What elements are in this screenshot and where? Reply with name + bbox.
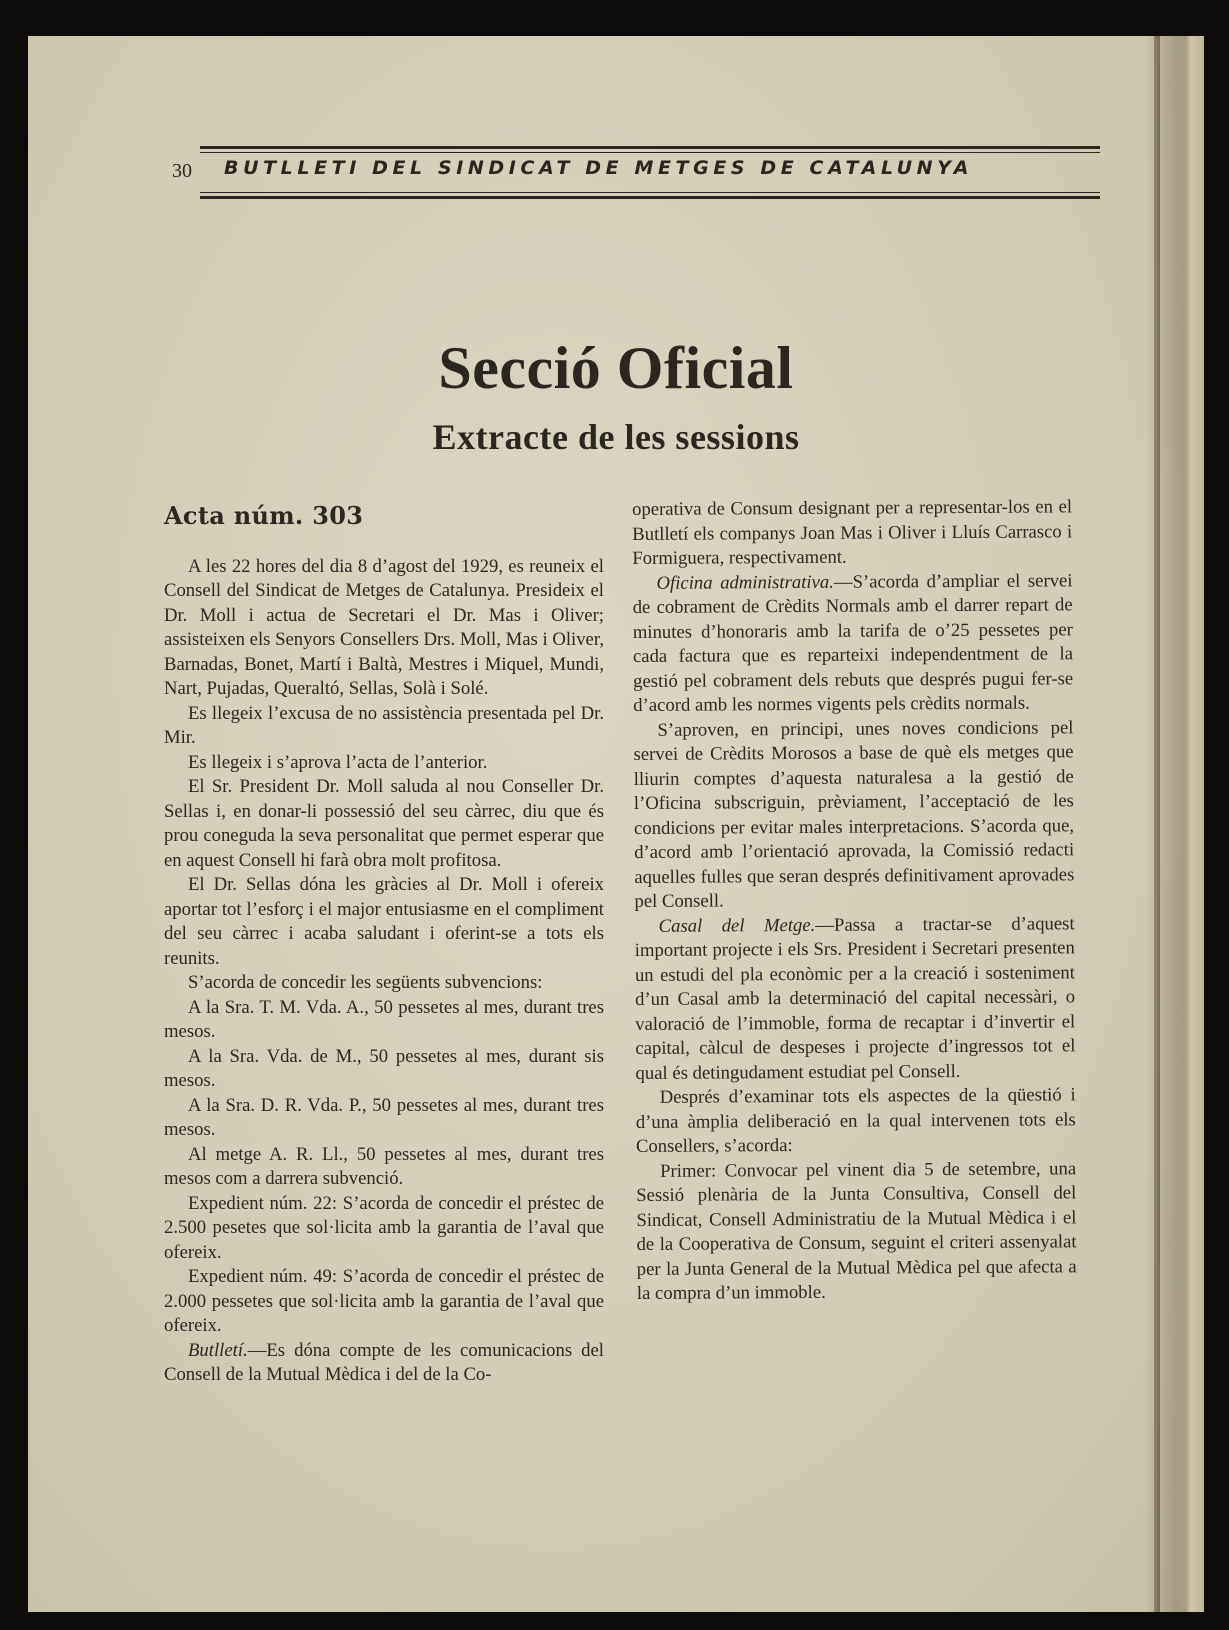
paragraph: A la Sra. Vda. de M., 50 pessetes al mes, durant sis mesos.	[164, 1045, 604, 1091]
paragraph: El Sr. President Dr. Moll saluda al nou Conseller Dr. Sellas i, en donar-li possessió del seu càrrec, diu que és prou coneguda la seva personalitat que permet esperar que en aquest Consell hi farà obra molt profitosa.	[164, 776, 604, 871]
paragraph: S’aproven, en principi, unes noves condicions pel servei de Crèdits Morosos a base de què els metges que lliurin comptes d’aquesta naturalesa a la gestió de l’Oficina subscriguin, prèviament, l’acceptació de les condicions per evitar males interpretacions. S’acorda que, d’acord amb l’orientació aprovada, la Comissió redacti aquelles fulles que seran després definitivament aprovades pel Consell.	[633, 716, 1075, 912]
page-number: 30	[172, 160, 192, 182]
binding-edge	[1154, 36, 1160, 1612]
right-column	[632, 495, 1077, 1306]
casal-lead: Casal del Metge.	[658, 914, 816, 937]
paragraph: A les 22 hores del dia 8 d’agost del 1929, es reuneix el Consell del Sindicat de Metges de Catalunya. Presideix el Dr. Moll i actua de Secretari el Dr. Mas i Oliver; assisteixen els Senyors Consellers Drs. Moll, Mas i Oliver, Barnadas, Bonet, Martí i Baltà, Mestres i Miquel, Mundi, Nart, Pujadas, Queraltó, Sellas, Solà i Solé.	[164, 555, 604, 699]
oficina-paragraph	[632, 569, 1073, 719]
paragraph: Es llegeix l’excusa de no assistència presentada pel Dr. Mir.	[164, 702, 604, 748]
page-edge-shadow	[1144, 36, 1204, 1612]
paragraph: Expedient núm. 49: S’acorda de concedir el préstec de 2.000 pessetes que sol·licita amb la garantia de l’aval que ofereix.	[164, 1266, 604, 1336]
acta-heading: Acta núm. 303	[164, 501, 364, 530]
paragraph: A la Sra. D. R. Vda. P., 50 pessetes al mes, durant tres mesos.	[164, 1094, 604, 1140]
butlleti-lead: Butlletí.	[188, 1339, 248, 1361]
paragraph: El Dr. Sellas dóna les gràcies al Dr. Moll i ofereix aportar tot l’esforç i el major entusiasme en el compliment del seu càrrec i acaba saludant i oferint-se a tots els reunits.	[164, 874, 604, 969]
butlleti-text: —Es dóna compte de les comunicacions del Consell de la Mutual Mèdica i del de la Co-	[164, 1339, 604, 1385]
header-rule-top	[200, 146, 1100, 149]
paragraph: Expedient núm. 22: S’acorda de concedir el préstec de 2.500 pesetes que sol·licita amb la garantia de l’aval que ofereix.	[164, 1192, 604, 1263]
header-rule-top-thin	[200, 152, 1100, 153]
oficina-text: —S’acorda d’ampliar el servei de cobrament de Crèdits Normals amb el darrer repart de minutes d’honoraris amb la tarifa de o’25 pessetes per cada factura que es reparteixi independentment de la gestió pel cobrament dels rebuts que després pugui fer-se d’acord amb les normes vigents pels crèdits normals.	[632, 569, 1074, 716]
section-subtitle: Extracte de les sessions	[432, 417, 800, 457]
paragraph: A la Sra. T. M. Vda. A., 50 pessetes al mes, durant tres mesos.	[164, 996, 604, 1042]
header-rule-bottom	[200, 196, 1100, 199]
header-rule-bottom-thin	[200, 192, 1100, 193]
oficina-lead: Oficina administrativa.	[656, 571, 834, 594]
butlleti-paragraph	[164, 1339, 604, 1388]
continuation-paragraph: operativa de Consum designant per a representar-los en el Butlletí els companys Joan Mas i Oliver i Lluís Carrasco i Formiguera, respectivament.	[632, 496, 1073, 569]
left-column	[164, 498, 604, 1388]
paragraph: Es llegeix i s’aprova l’acta de l’anterior.	[188, 751, 488, 773]
paragraph: S’acorda de concedir les següents subvencions:	[188, 972, 543, 993]
journal-title: BUTLLETI DEL SINDICAT DE METGES DE CATALUNYA	[224, 157, 973, 179]
casal-paragraph	[635, 912, 1076, 1086]
running-header	[172, 108, 1102, 182]
paragraph: Primer: Convocar pel vinent dia 5 de setembre, una Sessió plenària de la Junta Consultiva, Consell del Sindicat, Consell Administratiu de la Mutual Mèdica i el de la Cooperativa de Consum, seguint el criteri assenyalat per la Junta General de la Mutual Mèdica pel que afecta a la compra d’un immoble.	[636, 1157, 1077, 1304]
paragraph: Al metge A. R. Ll., 50 pessetes al mes, durant tres mesos com a darrera subvenció.	[164, 1143, 604, 1189]
section-title: Secció Oficial	[438, 335, 794, 401]
paragraph: Després d’examinar tots els aspectes de la qüestió i d’una àmplia deliberació en la qual intervenen tots els Consellers, s’acorda:	[635, 1084, 1076, 1157]
document-page	[28, 36, 1204, 1612]
casal-text: —Passa a tractar-se d’aquest important projecte i els Srs. President i Secretari presenten un estudi del pla econòmic per a la creació i sosteniment d’un Casal amb la determinació del capital necessàri, o valoració de l’immoble, forma de recaptar i d’invertir el capital, càlcul de despeses i projecte d’ingressos tot el qual és detingudament estudiat pel Consell.	[634, 912, 1076, 1084]
